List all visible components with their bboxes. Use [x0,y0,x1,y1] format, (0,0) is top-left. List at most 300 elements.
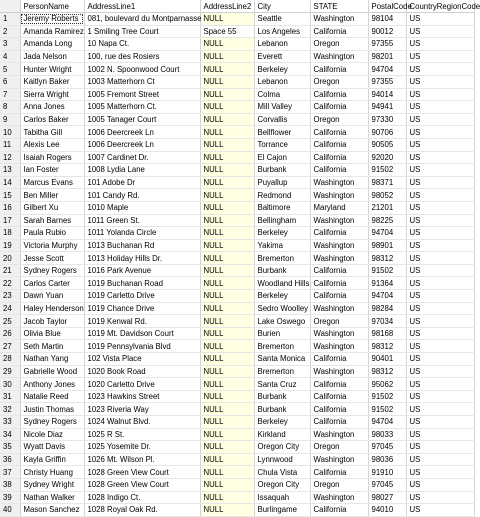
cell-countryregioncode[interactable]: US [406,466,474,479]
cell-personname[interactable]: Amanda Long [20,38,84,51]
cell-postalcode[interactable]: 98036 [368,453,406,466]
cell-city[interactable]: Santa Cruz [254,378,310,391]
cell-personname[interactable]: Nicole Diaz [20,428,84,441]
table-row[interactable] [0,151,474,164]
row-number[interactable]: 23 [0,290,20,303]
cell-countryregioncode[interactable]: US [406,302,474,315]
table-row[interactable] [0,189,474,202]
cell-city[interactable]: Burbank [254,390,310,403]
cell-postalcode[interactable]: 94704 [368,416,406,429]
table-row[interactable] [0,75,474,88]
cell-state[interactable]: California [310,264,368,277]
cell-addressline2[interactable]: NULL [200,491,254,504]
cell-addressline2[interactable]: NULL [200,428,254,441]
cell-addressline1[interactable]: 1024 Walnut Blvd. [84,416,200,429]
cell-addressline1[interactable]: 1028 Green View Court [84,478,200,491]
table-row[interactable] [0,466,474,479]
cell-state[interactable]: Washington [310,214,368,227]
cell-postalcode[interactable]: 97355 [368,75,406,88]
cell-addressline2[interactable]: NULL [200,50,254,63]
cell-state[interactable]: California [310,101,368,114]
column-header-addressline1[interactable]: AddressLine1 [84,0,200,13]
cell-state[interactable]: Washington [310,189,368,202]
cell-city[interactable]: Baltimore [254,201,310,214]
cell-postalcode[interactable]: 94941 [368,101,406,114]
table-row[interactable] [0,277,474,290]
cell-addressline2[interactable]: NULL [200,416,254,429]
table-row[interactable] [0,63,474,76]
cell-addressline1[interactable]: 1 Smiling Tree Court [84,25,200,38]
cell-city[interactable]: Everett [254,50,310,63]
cell-addressline1[interactable]: 1019 Buchanan Road [84,277,200,290]
cell-addressline1[interactable]: 1019 Kenwal Rd. [84,315,200,328]
column-header-postalcode[interactable]: PostalCode [368,0,406,13]
cell-addressline2[interactable]: NULL [200,478,254,491]
cell-personname[interactable]: Jacob Taylor [20,315,84,328]
cell-addressline2[interactable]: NULL [200,227,254,240]
row-number[interactable]: 10 [0,126,20,139]
cell-personname[interactable]: Nathan Yang [20,353,84,366]
row-number[interactable]: 19 [0,239,20,252]
cell-city[interactable]: Lake Oswego [254,315,310,328]
cell-city[interactable]: Puyallup [254,176,310,189]
cell-countryregioncode[interactable]: US [406,214,474,227]
cell-addressline1[interactable]: 102 Vista Place [84,353,200,366]
row-number[interactable]: 29 [0,365,20,378]
cell-countryregioncode[interactable]: US [406,239,474,252]
cell-postalcode[interactable]: 91502 [368,390,406,403]
cell-personname[interactable]: Christy Huang [20,466,84,479]
column-header-addressline2[interactable]: AddressLine2 [200,0,254,13]
cell-addressline2[interactable]: NULL [200,151,254,164]
cell-personname[interactable]: Wyatt Davis [20,441,84,454]
cell-city[interactable]: Bellingham [254,214,310,227]
cell-addressline2[interactable]: NULL [200,88,254,101]
cell-state[interactable]: Washington [310,176,368,189]
cell-addressline2[interactable]: NULL [200,138,254,151]
table-row[interactable] [0,315,474,328]
table-row[interactable] [0,88,474,101]
row-number[interactable]: 6 [0,75,20,88]
table-row[interactable] [0,126,474,139]
cell-city[interactable]: Torrance [254,138,310,151]
cell-city[interactable]: Chula Vista [254,466,310,479]
cell-postalcode[interactable]: 91502 [368,164,406,177]
cell-personname[interactable]: Jesse Scott [20,252,84,265]
cell-city[interactable]: Bremerton [254,365,310,378]
cell-postalcode[interactable]: 97330 [368,113,406,126]
cell-addressline1[interactable]: 1008 Lydia Lane [84,164,200,177]
cell-addressline2[interactable]: NULL [200,466,254,479]
row-number[interactable]: 40 [0,504,20,517]
cell-countryregioncode[interactable]: US [406,378,474,391]
row-number[interactable]: 37 [0,466,20,479]
cell-personname[interactable]: Carlos Baker [20,113,84,126]
cell-addressline1[interactable]: 101 Candy Rd. [84,189,200,202]
column-header-personname[interactable]: PersonName [20,0,84,13]
cell-personname[interactable]: Jeremy Roberts [20,13,84,26]
cell-state[interactable]: Oregon [310,441,368,454]
cell-countryregioncode[interactable]: US [406,453,474,466]
cell-personname[interactable]: Nathan Walker [20,491,84,504]
cell-countryregioncode[interactable]: US [406,113,474,126]
cell-personname[interactable]: Victoria Murphy [20,239,84,252]
cell-postalcode[interactable]: 98371 [368,176,406,189]
cell-addressline2[interactable]: NULL [200,239,254,252]
cell-postalcode[interactable]: 97045 [368,441,406,454]
cell-addressline2[interactable]: NULL [200,176,254,189]
cell-personname[interactable]: Anthony Jones [20,378,84,391]
cell-state[interactable]: California [310,25,368,38]
table-row[interactable] [0,252,474,265]
cell-state[interactable]: California [310,466,368,479]
table-row[interactable] [0,378,474,391]
cell-personname[interactable]: Isaiah Rogers [20,151,84,164]
cell-addressline2[interactable]: NULL [200,353,254,366]
cell-countryregioncode[interactable]: US [406,441,474,454]
cell-state[interactable]: California [310,390,368,403]
cell-countryregioncode[interactable]: US [406,416,474,429]
cell-postalcode[interactable]: 91502 [368,264,406,277]
cell-personname[interactable]: Tabitha Gill [20,126,84,139]
row-number[interactable]: 35 [0,441,20,454]
cell-postalcode[interactable]: 98284 [368,302,406,315]
cell-city[interactable]: Burbank [254,403,310,416]
cell-city[interactable]: Los Angeles [254,25,310,38]
cell-state[interactable]: Washington [310,428,368,441]
row-number[interactable]: 31 [0,390,20,403]
cell-countryregioncode[interactable]: US [406,365,474,378]
cell-personname[interactable]: Sydney Wright [20,478,84,491]
cell-personname[interactable]: Sarah Barnes [20,214,84,227]
cell-state[interactable]: California [310,63,368,76]
table-row[interactable] [0,504,474,517]
cell-city[interactable]: Sedro Woolley [254,302,310,315]
cell-city[interactable]: Lebanon [254,75,310,88]
cell-countryregioncode[interactable]: US [406,428,474,441]
cell-city[interactable]: Berkeley [254,290,310,303]
table-row[interactable] [0,365,474,378]
cell-state[interactable]: Oregon [310,478,368,491]
cell-postalcode[interactable]: 94704 [368,290,406,303]
cell-personname[interactable]: Hunter Wright [20,63,84,76]
cell-state[interactable]: Washington [310,340,368,353]
table-row[interactable] [0,340,474,353]
cell-countryregioncode[interactable]: US [406,126,474,139]
cell-addressline1[interactable]: 1005 Tanager Court [84,113,200,126]
cell-countryregioncode[interactable]: US [406,88,474,101]
row-number[interactable]: 17 [0,214,20,227]
table-row[interactable] [0,50,474,63]
cell-city[interactable]: Lynnwood [254,453,310,466]
cell-city[interactable]: Burbank [254,164,310,177]
cell-addressline1[interactable]: 100, rue des Rosiers [84,50,200,63]
cell-city[interactable]: Seattle [254,13,310,26]
cell-countryregioncode[interactable]: US [406,75,474,88]
table-row[interactable] [0,13,474,26]
cell-addressline2[interactable]: NULL [200,214,254,227]
row-number[interactable]: 16 [0,201,20,214]
cell-addressline1[interactable]: 1011 Green St. [84,214,200,227]
cell-personname[interactable]: Sydney Rogers [20,416,84,429]
cell-addressline2[interactable]: NULL [200,264,254,277]
cell-personname[interactable]: Carlos Carter [20,277,84,290]
cell-addressline2[interactable]: NULL [200,365,254,378]
cell-countryregioncode[interactable]: US [406,315,474,328]
cell-addressline2[interactable]: NULL [200,277,254,290]
cell-addressline2[interactable]: NULL [200,113,254,126]
cell-addressline2[interactable]: NULL [200,378,254,391]
cell-city[interactable]: Santa Monica [254,353,310,366]
cell-addressline2[interactable]: NULL [200,290,254,303]
cell-personname[interactable]: Sydney Rogers [20,264,84,277]
cell-addressline1[interactable]: 1020 Book Road [84,365,200,378]
table-row[interactable] [0,390,474,403]
cell-addressline1[interactable]: 1019 Chance Drive [84,302,200,315]
cell-addressline1[interactable]: 1020 Carletto Drive [84,378,200,391]
cell-addressline2[interactable]: NULL [200,441,254,454]
cell-city[interactable]: Lebanon [254,38,310,51]
cell-addressline1[interactable]: 1006 Deercreek Ln [84,126,200,139]
cell-city[interactable]: Berkeley [254,416,310,429]
table-row[interactable] [0,176,474,189]
cell-city[interactable]: Burlingame [254,504,310,517]
cell-addressline1[interactable]: 081, boulevard du Montparnasse [84,13,200,26]
cell-countryregioncode[interactable]: US [406,290,474,303]
cell-city[interactable]: Kirkland [254,428,310,441]
cell-addressline1[interactable]: 1010 Maple [84,201,200,214]
cell-state[interactable]: Oregon [310,315,368,328]
cell-personname[interactable]: Jada Nelson [20,50,84,63]
cell-postalcode[interactable]: 95062 [368,378,406,391]
cell-addressline1[interactable]: 1028 Indigo Ct. [84,491,200,504]
row-number[interactable]: 1 [0,13,20,26]
cell-addressline2[interactable]: NULL [200,38,254,51]
cell-state[interactable]: Maryland [310,201,368,214]
cell-city[interactable]: Berkeley [254,227,310,240]
row-number[interactable]: 24 [0,302,20,315]
cell-addressline1[interactable]: 1006 Deercreek Ln [84,138,200,151]
table-row[interactable] [0,290,474,303]
cell-postalcode[interactable]: 91910 [368,466,406,479]
table-row[interactable] [0,478,474,491]
cell-state[interactable]: California [310,277,368,290]
cell-city[interactable]: Berkeley [254,63,310,76]
cell-state[interactable]: Washington [310,327,368,340]
cell-state[interactable]: Oregon [310,113,368,126]
row-number[interactable]: 4 [0,50,20,63]
cell-state[interactable]: California [310,416,368,429]
row-number[interactable]: 25 [0,315,20,328]
cell-postalcode[interactable]: 97034 [368,315,406,328]
cell-postalcode[interactable]: 21201 [368,201,406,214]
cell-state[interactable]: California [310,290,368,303]
cell-postalcode[interactable]: 90505 [368,138,406,151]
cell-postalcode[interactable]: 98168 [368,327,406,340]
cell-state[interactable]: California [310,126,368,139]
cell-countryregioncode[interactable]: US [406,151,474,164]
cell-countryregioncode[interactable]: US [406,252,474,265]
cell-city[interactable]: Burbank [254,264,310,277]
cell-countryregioncode[interactable]: US [406,277,474,290]
cell-postalcode[interactable]: 98033 [368,428,406,441]
cell-addressline2[interactable]: NULL [200,13,254,26]
row-number[interactable]: 33 [0,416,20,429]
cell-addressline1[interactable]: 1013 Buchanan Rd [84,239,200,252]
cell-state[interactable]: Washington [310,365,368,378]
cell-personname[interactable]: Ben Miller [20,189,84,202]
table-row[interactable] [0,113,474,126]
cell-addressline1[interactable]: 1019 Mt. Davidson Court [84,327,200,340]
column-header-state[interactable]: STATE [310,0,368,13]
cell-postalcode[interactable]: 98104 [368,13,406,26]
table-row[interactable] [0,214,474,227]
cell-countryregioncode[interactable]: US [406,38,474,51]
cell-countryregioncode[interactable]: US [406,189,474,202]
row-number[interactable]: 13 [0,164,20,177]
cell-countryregioncode[interactable]: US [406,491,474,504]
cell-state[interactable]: California [310,504,368,517]
cell-postalcode[interactable]: 98225 [368,214,406,227]
cell-state[interactable]: California [310,227,368,240]
cell-personname[interactable]: Dawn Yuan [20,290,84,303]
cell-countryregioncode[interactable]: US [406,340,474,353]
cell-city[interactable]: Bremerton [254,340,310,353]
table-row[interactable] [0,428,474,441]
cell-city[interactable]: Colma [254,88,310,101]
cell-countryregioncode[interactable]: US [406,478,474,491]
row-number[interactable]: 26 [0,327,20,340]
cell-city[interactable]: Woodland Hills [254,277,310,290]
table-row[interactable] [0,201,474,214]
table-row[interactable] [0,491,474,504]
table-row[interactable] [0,101,474,114]
cell-state[interactable]: California [310,164,368,177]
cell-state[interactable]: Washington [310,453,368,466]
cell-countryregioncode[interactable]: US [406,164,474,177]
cell-postalcode[interactable]: 90706 [368,126,406,139]
cell-personname[interactable]: Alexis Lee [20,138,84,151]
row-number[interactable]: 18 [0,227,20,240]
cell-state[interactable]: California [310,88,368,101]
row-number[interactable]: 5 [0,63,20,76]
cell-addressline1[interactable]: 1019 Pennsylvania Blvd [84,340,200,353]
cell-addressline1[interactable]: 1025 R St. [84,428,200,441]
cell-postalcode[interactable]: 90401 [368,353,406,366]
table-row[interactable] [0,264,474,277]
cell-postalcode[interactable]: 98312 [368,365,406,378]
cell-addressline1[interactable]: 1016 Park Avenue [84,264,200,277]
row-number[interactable]: 38 [0,478,20,491]
row-number[interactable]: 9 [0,113,20,126]
table-row[interactable] [0,138,474,151]
cell-addressline1[interactable]: 1007 Cardinet Dr. [84,151,200,164]
table-row[interactable] [0,327,474,340]
cell-city[interactable]: Oregon City [254,441,310,454]
cell-personname[interactable]: Paula Rubio [20,227,84,240]
cell-countryregioncode[interactable]: US [406,13,474,26]
cell-personname[interactable]: Kayla Griffin [20,453,84,466]
cell-countryregioncode[interactable]: US [406,50,474,63]
cell-state[interactable]: Washington [310,13,368,26]
cell-countryregioncode[interactable]: US [406,201,474,214]
cell-state[interactable]: Washington [310,239,368,252]
cell-personname[interactable]: Anna Jones [20,101,84,114]
cell-state[interactable]: California [310,151,368,164]
cell-addressline2[interactable]: NULL [200,403,254,416]
cell-state[interactable]: Washington [310,252,368,265]
cell-addressline1[interactable]: 10 Napa Ct. [84,38,200,51]
cell-postalcode[interactable]: 94010 [368,504,406,517]
cell-addressline1[interactable]: 101 Adobe Dr [84,176,200,189]
cell-addressline2[interactable]: NULL [200,63,254,76]
cell-city[interactable]: Issaquah [254,491,310,504]
row-number[interactable]: 39 [0,491,20,504]
row-number[interactable]: 30 [0,378,20,391]
cell-addressline1[interactable]: 1028 Royal Oak Rd. [84,504,200,517]
cell-postalcode[interactable]: 97045 [368,478,406,491]
cell-addressline2[interactable]: NULL [200,201,254,214]
table-row[interactable] [0,403,474,416]
cell-personname[interactable]: Marcus Evans [20,176,84,189]
table-row[interactable] [0,25,474,38]
table-row[interactable] [0,441,474,454]
cell-state[interactable]: Oregon [310,75,368,88]
cell-state[interactable]: California [310,353,368,366]
cell-countryregioncode[interactable]: US [406,504,474,517]
row-number[interactable]: 20 [0,252,20,265]
cell-personname[interactable]: Gilbert Xu [20,201,84,214]
row-number[interactable]: 36 [0,453,20,466]
cell-countryregioncode[interactable]: US [406,390,474,403]
row-number[interactable]: 22 [0,277,20,290]
cell-personname[interactable]: Natalie Reed [20,390,84,403]
cell-addressline1[interactable]: 1011 Yolanda Circle [84,227,200,240]
cell-addressline1[interactable]: 1005 Matterhorn Ct. [84,101,200,114]
cell-postalcode[interactable]: 98027 [368,491,406,504]
cell-city[interactable]: Yakima [254,239,310,252]
cell-postalcode[interactable]: 98201 [368,50,406,63]
row-number[interactable]: 14 [0,176,20,189]
cell-state[interactable]: Oregon [310,38,368,51]
cell-postalcode[interactable]: 97355 [368,38,406,51]
cell-addressline2[interactable]: NULL [200,327,254,340]
cell-addressline2[interactable]: NULL [200,315,254,328]
cell-countryregioncode[interactable]: US [406,101,474,114]
cell-addressline1[interactable]: 1023 Riveria Way [84,403,200,416]
cell-personname[interactable]: Sierra Wright [20,88,84,101]
row-number[interactable]: 8 [0,101,20,114]
cell-city[interactable]: Bremerton [254,252,310,265]
cell-city[interactable]: Redmond [254,189,310,202]
cell-addressline2[interactable]: NULL [200,75,254,88]
cell-postalcode[interactable]: 98312 [368,252,406,265]
cell-countryregioncode[interactable]: US [406,353,474,366]
cell-city[interactable]: Bellflower [254,126,310,139]
cell-postalcode[interactable]: 98312 [368,340,406,353]
cell-personname[interactable]: Amanda Ramirez [20,25,84,38]
cell-city[interactable]: Oregon City [254,478,310,491]
cell-personname[interactable]: Seth Martin [20,340,84,353]
cell-postalcode[interactable]: 92020 [368,151,406,164]
cell-personname[interactable]: Ian Foster [20,164,84,177]
cell-countryregioncode[interactable]: US [406,327,474,340]
row-number[interactable]: 15 [0,189,20,202]
cell-city[interactable]: Corvallis [254,113,310,126]
cell-postalcode[interactable]: 94704 [368,227,406,240]
row-number[interactable]: 21 [0,264,20,277]
cell-addressline1[interactable]: 1019 Carletto Drive [84,290,200,303]
